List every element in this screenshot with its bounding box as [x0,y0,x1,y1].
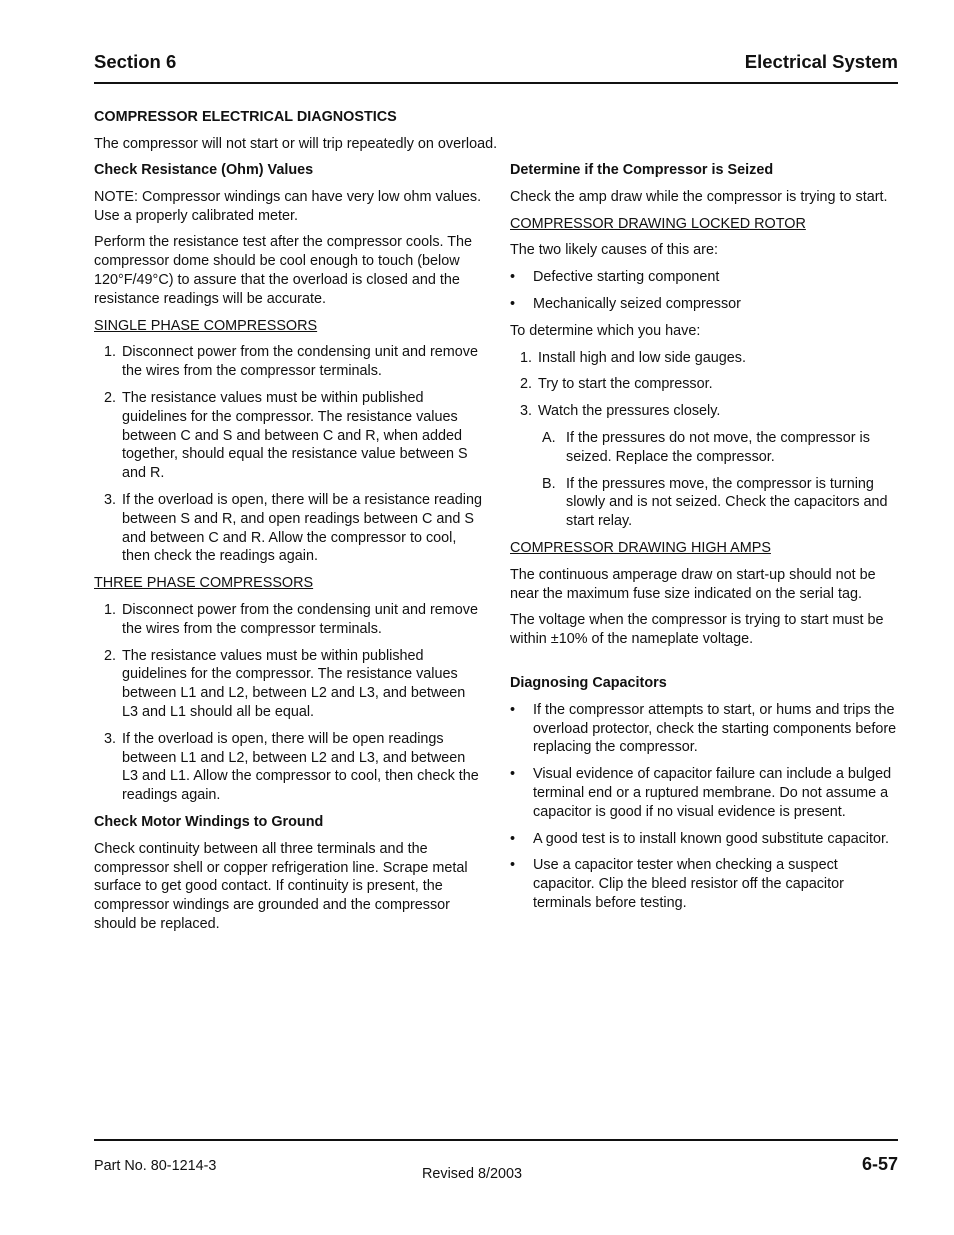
high-amps-paragraph-2: The voltage when the compressor is trying to start must be within ±10% of the nameplate voltage. [510,612,884,648]
single-phase-heading: SINGLE PHASE COMPRESSORS [94,317,318,334]
list-item: B. If the pressures move, the compressor is turning slowly and is not seized. Check the capacitors and start relay. [542,475,888,530]
list-item: 3. Watch the pressures closely. [520,403,721,420]
causes-list [510,268,900,314]
causes-intro: The two likely causes of this are: [510,242,718,259]
perform-paragraph: Perform the resistance test after the compressor cools. The compressor dome should be cool enough to touch (below 120°F/49°C) to assure that the overload is closed and the resistance readings will be accurate. [94,234,473,307]
windings-heading: Check Motor Windings to Ground [94,813,324,830]
left-column [94,161,484,942]
page-number: 6-57 [861,1154,898,1174]
part-number: Part No. 80-1214-3 [94,1158,217,1174]
high-amps-heading: COMPRESSOR DRAWING HIGH AMPS [510,539,771,556]
seized-heading: Determine if the Compressor is Seized [510,162,774,178]
high-amps-paragraph-1: The continuous amperage draw on start-up should not be near the maximum fuse size indicated on the serial tag. [510,566,876,602]
locked-rotor-heading: COMPRESSOR DRAWING LOCKED ROTOR [510,215,806,232]
three-phase-steps [94,601,484,805]
list-item: • Defective starting component [510,269,720,286]
list-item: 2. The resistance values must be within published guidelines for the compressor. The resistance values between C and S and between C and R, when added together, should equal the resistance value between S and R. [104,389,468,482]
list-item: • If the compressor attempts to start, or hums and trips the overload protector, check the starting components before replacing the compressor. [510,701,897,756]
single-phase-steps [94,343,484,566]
revision-date: Revised 8/2003 [422,1166,523,1182]
determine-intro: To determine which you have: [510,322,701,339]
list-item: • Visual evidence of capacitor failure can include a bulged terminal end or a ruptured membrane. Do not assume a capacitor is good if no visual evidence is present. [510,766,892,820]
page-title: COMPRESSOR ELECTRICAL DIAGNOSTICS [94,109,397,125]
determine-steps [510,349,900,421]
page-header [94,50,898,84]
list-item: 3. If the overload is open, there will be a resistance reading between S and R, and open readings between C and S and between C and R. Allow the compressor to cool, then check the readings again. [104,491,482,565]
capacitors-list [510,701,900,913]
list-item: • A good test is to install known good substitute capacitor. [510,830,889,847]
list-item: 2. Try to start the compressor. [520,376,713,393]
list-item: A. If the pressures do not move, the compressor is seized. Replace the compressor. [542,429,870,465]
seized-paragraph: Check the amp draw while the compressor is trying to start. [510,188,888,205]
list-item: 1. Install high and low side gauges. [520,349,747,366]
resistance-heading: Check Resistance (Ohm) Values [94,162,314,178]
list-item: 3. If the overload is open, there will be open readings between L1 and L2, between L2 and L3, and between L3 and L1. Allow the compressor to cool, then check the readings again. [104,730,479,804]
three-phase-heading: THREE PHASE COMPRESSORS [94,575,314,592]
section-title: Electrical System [744,51,898,72]
intro-text: The compressor will not start or will trip repeatedly on overload. [94,136,498,152]
list-item: • Mechanically seized compressor [510,295,741,312]
list-item: 1. Disconnect power from the condensing unit and remove the wires from the compressor terminals. [104,601,478,637]
determine-substeps [538,429,900,531]
section-label: Section 6 [94,51,177,72]
page-footer [94,1139,898,1189]
list-item: • Use a capacitor tester when checking a suspect capacitor. Clip the bleed resistor off the capacitor terminals before testing. [510,857,844,911]
right-column [510,161,900,921]
list-item: 2. The resistance values must be within published guidelines for the compressor. The resistance values between L1 and L2, between L2 and L3, and between L3 and L1 should all be equal. [104,647,466,720]
windings-paragraph: Check continuity between all three terminals and the compressor shell or copper refrigeration line. Scrape metal surface to get good contact. If continuity is present, the compressor windings are grounded and the compressor should be replaced. [94,840,468,932]
note-paragraph: NOTE: Compressor windings can have very low ohm values. Use a properly calibrated meter. [94,188,482,224]
capacitors-heading: Diagnosing Capacitors [510,674,667,691]
list-item: 1. Disconnect power from the condensing unit and remove the wires from the compressor terminals. [104,344,478,380]
